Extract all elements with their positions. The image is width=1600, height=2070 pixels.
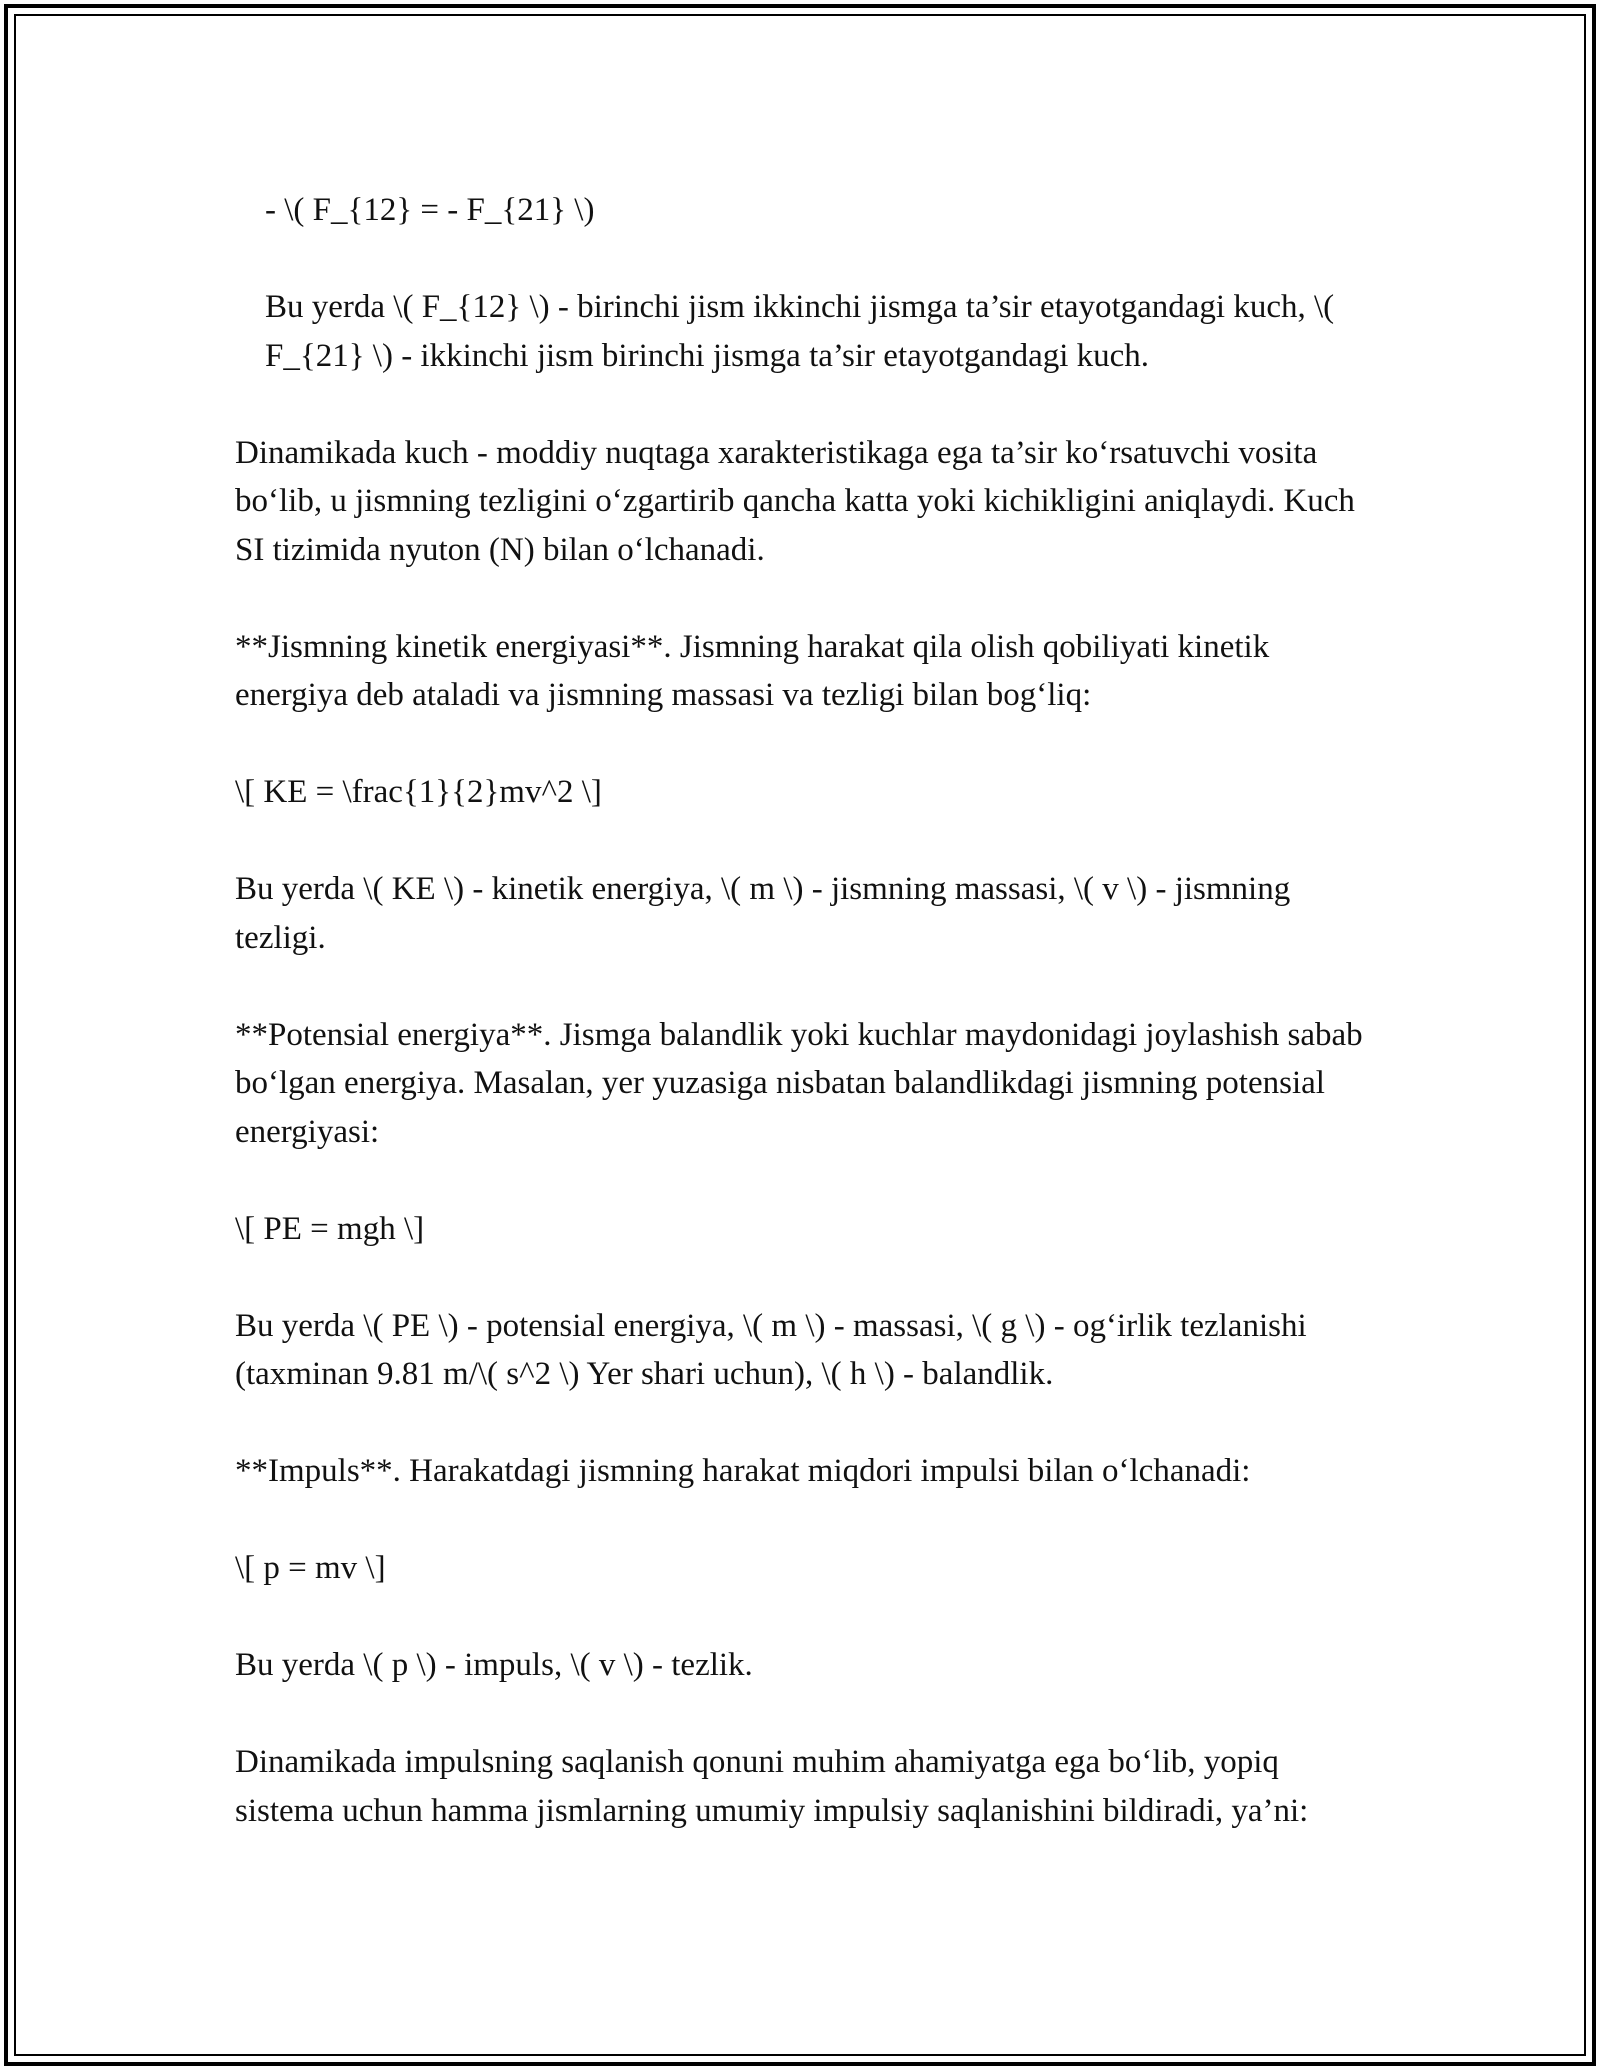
paragraph-force-definition: Bu yerda \( F_{12} \) - birinchi jism ikkinchi jismga ta’sir etayotgandagi kuch, \( F_{21} \) - ikkinchi jism birinchi jismga ta’sir etayotgandagi kuch. [265,289,1335,374]
paragraph-impulse-terms: Bu yerda \( p \) - impuls, \( v \) - tezlik. [235,1647,753,1683]
paragraph-impulse-conservation: Dinamikada impulsning saqlanish qonuni muhim ahamiyatga ega bo‘lib, yopiq sistema uchun hamma jismlarning umumiy impulsiy saqlanishini bildiradi, ya’ni: [235,1744,1309,1829]
formula-impulse: \[ p = mv \] [235,1550,386,1586]
formula-potential-energy: \[ PE = mgh \] [235,1210,425,1247]
paragraph-kinetic-energy: **Jismning kinetik energiyasi**. Jismning harakat qila olish qobiliyati kinetik energiya deb ataladi va jismning massasi va tezligi bilan bog‘liq: [235,628,1270,713]
formula-newton-third-law: - \( F_{12} = - F_{21} \) [265,192,595,228]
formula-kinetic-energy: \[ KE = \frac{1}{2}mv^2 \] [235,774,602,810]
paragraph-impulse: **Impuls**. Harakatdagi jismning harakat miqdori impulsi bilan o‘lchanadi: [235,1453,1251,1489]
paragraph-force-dynamics: Dinamikada kuch - moddiy nuqtaga xarakteristikaga ega ta’sir ko‘rsatuvchi vosita bo‘lib, u jismning tezligini o‘zgartirib qancha katta yoki kichikligini aniqlaydi. Kuch SI tizimida nyuton (N) bilan o‘lchanadi. [235,434,1355,568]
document-body [235,186,1380,1884]
paragraph-potential-energy: **Potensial energiya**. Jismga balandlik yoki kuchlar maydonidagi joylashish sabab bo‘lgan energiya. Masalan, yer yuzasiga nisbatan balandlikdagi jismning potensial energiyasi: [235,1016,1363,1150]
paragraph-potential-energy-terms: Bu yerda \( PE \) - potensial energiya, \( m \) - massasi, \( g \) - og‘irlik tezlanishi (taxminan 9.81 m/\( s^2 \) Yer shari uchun), \( h \) - balandlik. [235,1307,1307,1392]
paragraph-kinetic-energy-terms: Bu yerda \( KE \) - kinetik energiya, \( m \) - jismning massasi, \( v \) - jismning tezligi. [235,871,1291,956]
